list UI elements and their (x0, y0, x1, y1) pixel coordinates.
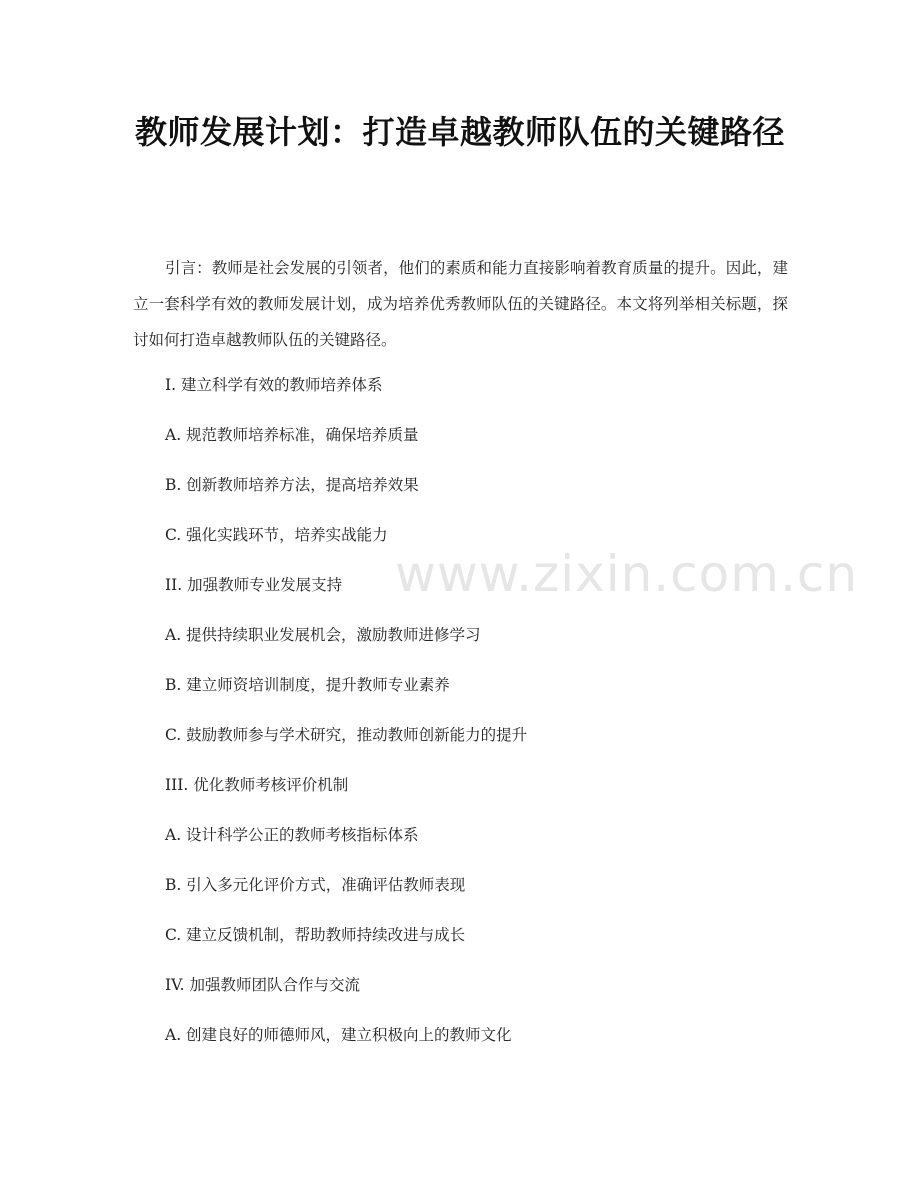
outline-heading-1: I. 建立科学有效的教师培养体系 (165, 376, 383, 394)
outline-item-2a: A. 提供持续职业发展机会，激励教师进修学习 (165, 626, 481, 644)
outline-list (165, 371, 785, 1071)
outline-item-3c: C. 建立反馈机制，帮助教师持续改进与成长 (165, 926, 466, 944)
intro-paragraph: 引言：教师是社会发展的引领者，他们的素质和能力直接影响着教育质量的提升。因此，建立一套科学有效的教师发展计划，成为培养优秀教师队伍的关键路径。本文将列举相关标题，探讨如何打造卓越教师队伍的关键路径。 (133, 259, 788, 349)
document-title: 教师发展计划：打造卓越教师队伍的关键路径 (134, 113, 785, 151)
outline-item-1b: B. 创新教师培养方法，提高培养效果 (165, 476, 419, 494)
outline-item-4a: A. 创建良好的师德师风，建立积极向上的教师文化 (165, 1026, 512, 1044)
outline-item-3a: A. 设计科学公正的教师考核指标体系 (165, 826, 419, 844)
outline-heading-2: II. 加强教师专业发展支持 (165, 576, 343, 594)
outline-item-2c: C. 鼓励教师参与学术研究，推动教师创新能力的提升 (165, 726, 528, 744)
outline-item-1c: C. 强化实践环节，培养实战能力 (165, 526, 388, 544)
outline-item-1a: A. 规范教师培养标准，确保培养质量 (165, 426, 419, 444)
outline-heading-3: III. 优化教师考核评价机制 (165, 776, 349, 794)
watermark-text: www.zixin.com.cn (395, 545, 859, 603)
outline-item-3b: B. 引入多元化评价方式，准确评估教师表现 (165, 876, 466, 894)
outline-item-2b: B. 建立师资培训制度，提升教师专业素养 (165, 676, 450, 694)
outline-heading-4: IV. 加强教师团队合作与交流 (165, 976, 360, 994)
